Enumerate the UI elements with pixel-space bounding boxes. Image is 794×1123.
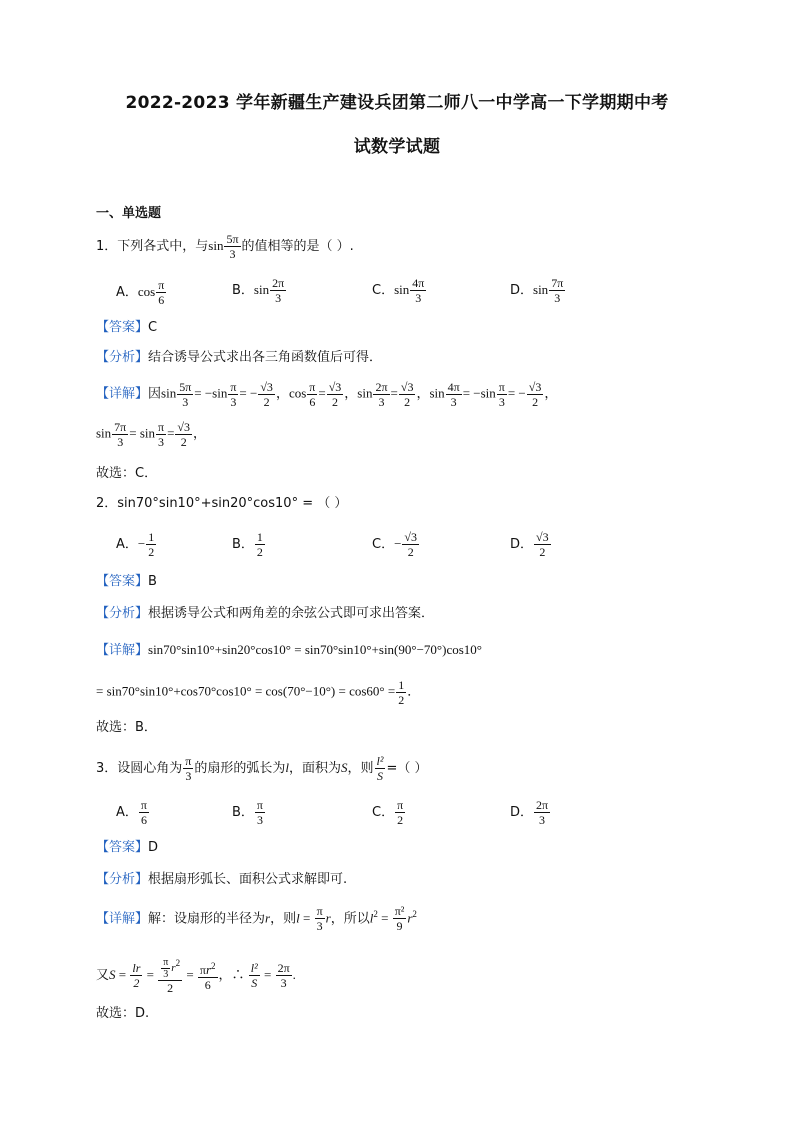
q3-answer: 【答案】D <box>96 840 159 855</box>
q1-stem-fraction: $\frac{5\pi}{3}$ <box>226 232 239 261</box>
q1-detail-line-2: sin $\frac{7\pi}{3}$ = sin $\frac{\pi}{3}$ = $\frac{√3}{2}$ ， <box>96 420 207 449</box>
q3-stem: 3．设圆心角为 $\frac{\pi}{3}$ 的扇形的弧长为l，面积为S，则 $\frac{\text{l²}}{S}$ =（ ） <box>96 754 428 783</box>
q2-answer: 【答案】B <box>96 574 157 589</box>
q2-option-d: D． $\frac{√3}{2}$ <box>510 530 549 559</box>
q2-option-a: A．− $\frac{1}{2}$ <box>116 530 155 559</box>
q3-option-d: D． $\frac{2\pi}{3}$ <box>510 798 549 827</box>
q2-analysis: 【分析】根据诱导公式和两角差的余弦公式即可求出答案． <box>96 606 435 621</box>
q2-stem: 2．sin70°sin10°+sin20°cos10° = （ ） <box>96 496 348 511</box>
q3-conclusion: 故选：D. <box>96 1006 150 1021</box>
q1-conclusion: 故选：C． <box>96 466 158 481</box>
q2-detail-line-1: 【详解】sin70°sin10°+sin20°cos10° = sin70°sin10°+sin(90°−70°)cos10° <box>96 642 482 658</box>
document-title-line-2: 试数学试题 <box>353 137 441 157</box>
q1-analysis: 【分析】结合诱导公式求出各三角函数值后可得． <box>96 350 383 365</box>
q3-detail-line-2: 又S = $\frac{lr}{2}$ = $\frac{\pi}{3}$ $r^2$ 2 = $\frac{\pi r^2}{6}$ ，∴ $\frac{\text{l²}}{S}$ = $\frac{2\pi}{3}$ . <box>96 956 296 995</box>
q3-option-a: A． $\frac{\pi}{6}$ <box>116 798 147 827</box>
q1-option-d: D．sin $\frac{7\pi}{3}$ <box>510 276 564 305</box>
q2-detail-line-2: = sin70°sin10°+cos70°cos10° = cos(70°−10°) = cos60° = $\frac{1}{2}$ ． <box>96 678 421 707</box>
q1-stem: 1．下列各式中，与sin $\frac{5\pi}{3}$ 的值相等的是（ ）. <box>96 232 354 261</box>
section-heading: 一、单选题 <box>96 206 162 221</box>
q2-option-b: B． $\frac{1}{2}$ <box>232 530 263 559</box>
q1-answer: 【答案】C <box>96 320 158 335</box>
q2-option-c: C．− $\frac{√3}{2}$ <box>372 530 418 559</box>
q1-detail-line-1: 【详解】因sin $\frac{5\pi}{3}$ = −sin $\frac{\pi}{3}$ = − $\frac{√3}{2}$ ，cos $\frac{\pi}{6}$ = $\frac{√3}{2}$ ，sin $\frac{2\pi}{3}$ = $\frac{√3}{2}$ ，sin $\frac{4\pi}{3}$ = −sin $\frac{\pi}{3}$ = − $\frac{√3}{2}$ ， <box>96 380 558 409</box>
q3-detail-line-1: 【详解】解：设扇形的半径为r，则l = $\frac{\pi}{3}$ r，所以$l^2$ = $\frac{\text{π²}}{9}$ $r^2$ <box>96 904 417 934</box>
document-title-line-1: 2022-2023 学年新疆生产建设兵团第二师八一中学高一下学期期中考 <box>125 93 669 113</box>
q1-option-a: A．cos $\frac{\pi}{6}$ <box>116 278 165 307</box>
q1-option-b: B．sin $\frac{2\pi}{3}$ <box>232 276 285 305</box>
q1-option-c: C．sin $\frac{4\pi}{3}$ <box>372 276 425 305</box>
q3-analysis: 【分析】根据扇形弧长、面积公式求解即可. <box>96 872 348 887</box>
q2-conclusion: 故选：B． <box>96 720 157 735</box>
q3-option-b: B． $\frac{\pi}{3}$ <box>232 798 263 827</box>
q3-option-c: C． $\frac{\pi}{2}$ <box>372 798 404 827</box>
